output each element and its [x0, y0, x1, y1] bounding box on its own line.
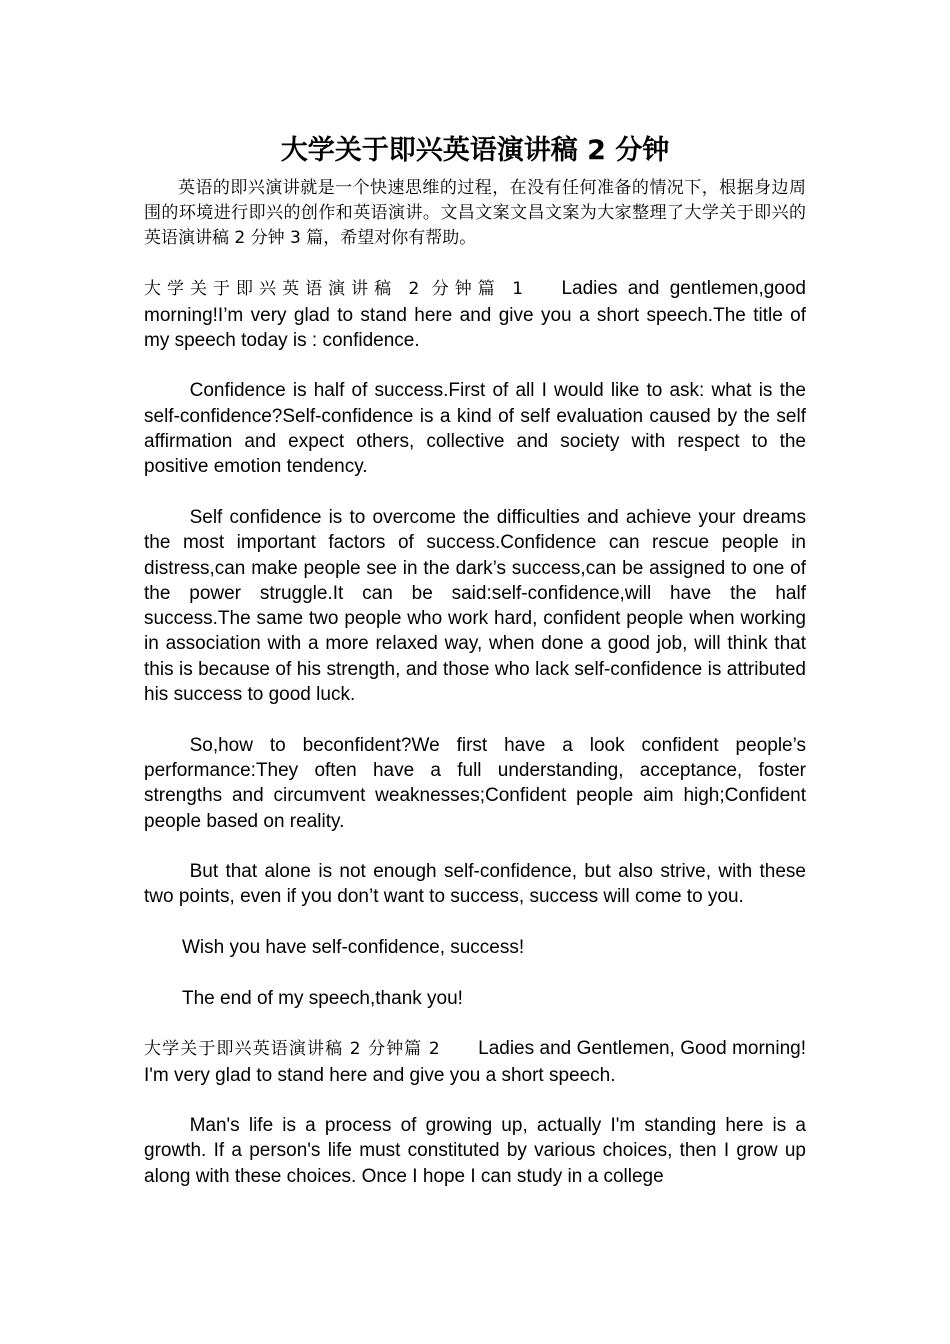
- section-1-opening-paragraph: [144, 276, 806, 353]
- section-1-paragraph-2: Self confidence is to overcome the difficulties and achieve your dreams the most important factors of success.Confidence can rescue people in distress,can make people see in the dark’s success,can be assigned to one of the power struggle.It can be said:self-confidence,will have the half success.The same two people who work hard, confident people when working in association with a more relaxed way, when done a good job, will think that this is because of his strength, and those who lack self-confidence is attributed his success to good luck.: [144, 506, 806, 706]
- spacer: [144, 834, 806, 859]
- spacer: [144, 910, 806, 935]
- spacer: [144, 1088, 806, 1113]
- spacer: [144, 353, 806, 378]
- section-1-opening-text: Ladies and gentlemen,good morning!I’m very glad to stand here and give you a short speech.The title of my speech today is : confidence.: [144, 278, 806, 351]
- section-1-heading: 大学关于即兴英语演讲稿 2 分钟篇 1: [144, 279, 525, 300]
- section-2-paragraph-1: Man's life is a process of growing up, actually I'm standing here is a growth. If a person's life must constituted by various choices, then I grow up along with these choices. Once I hope I can study in a college: [144, 1115, 806, 1187]
- section-2-opening-text: Ladies and Gentlemen, Good morning! I'm very glad to stand here and give you a short speech.: [144, 1038, 806, 1086]
- spacer: [144, 480, 806, 505]
- spacer: [144, 1011, 806, 1036]
- intro-paragraph: 英语的即兴演讲就是一个快速思维的过程，在没有任何准备的情况下，根据身边周围的环境进行即兴的创作和英语演讲。文昌文案文昌文案为大家整理了大学关于即兴的英语演讲稿 2 分钟 3 篇，希望对你有帮助。: [144, 178, 806, 248]
- page-title: 大学关于即兴英语演讲稿 2 分钟: [280, 135, 670, 166]
- spacer: [144, 960, 806, 985]
- section-1-paragraph-6: The end of my speech,thank you!: [182, 987, 463, 1009]
- section-1-paragraph-4: But that alone is not enough self-confidence, but also strive, with these two points, even if you don’t want to success, success will come to you.: [144, 861, 806, 908]
- section-2-opening-paragraph: [144, 1036, 806, 1088]
- document-body: [144, 176, 806, 1189]
- section-1-paragraph-3: So,how to beconfident?We first have a look confident people’s performance:They often have a full understanding, acceptance, foster strengths and circumvent weaknesses;Confident people aim high;Confident people based on reality.: [144, 734, 806, 832]
- section-2-heading: 大学关于即兴英语演讲稿 2 分钟篇 2: [144, 1039, 441, 1060]
- spacer: [144, 707, 806, 732]
- section-1-paragraph-1: Confidence is half of success.First of all I would like to ask: what is the self-confidence?Self-confidence is a kind of self evaluation caused by the self affirmation and expect others, collective and society with respect to the positive emotion tendency.: [144, 380, 806, 478]
- spacer: [144, 251, 806, 276]
- section-1-paragraph-5: Wish you have self-confidence, success!: [182, 937, 525, 959]
